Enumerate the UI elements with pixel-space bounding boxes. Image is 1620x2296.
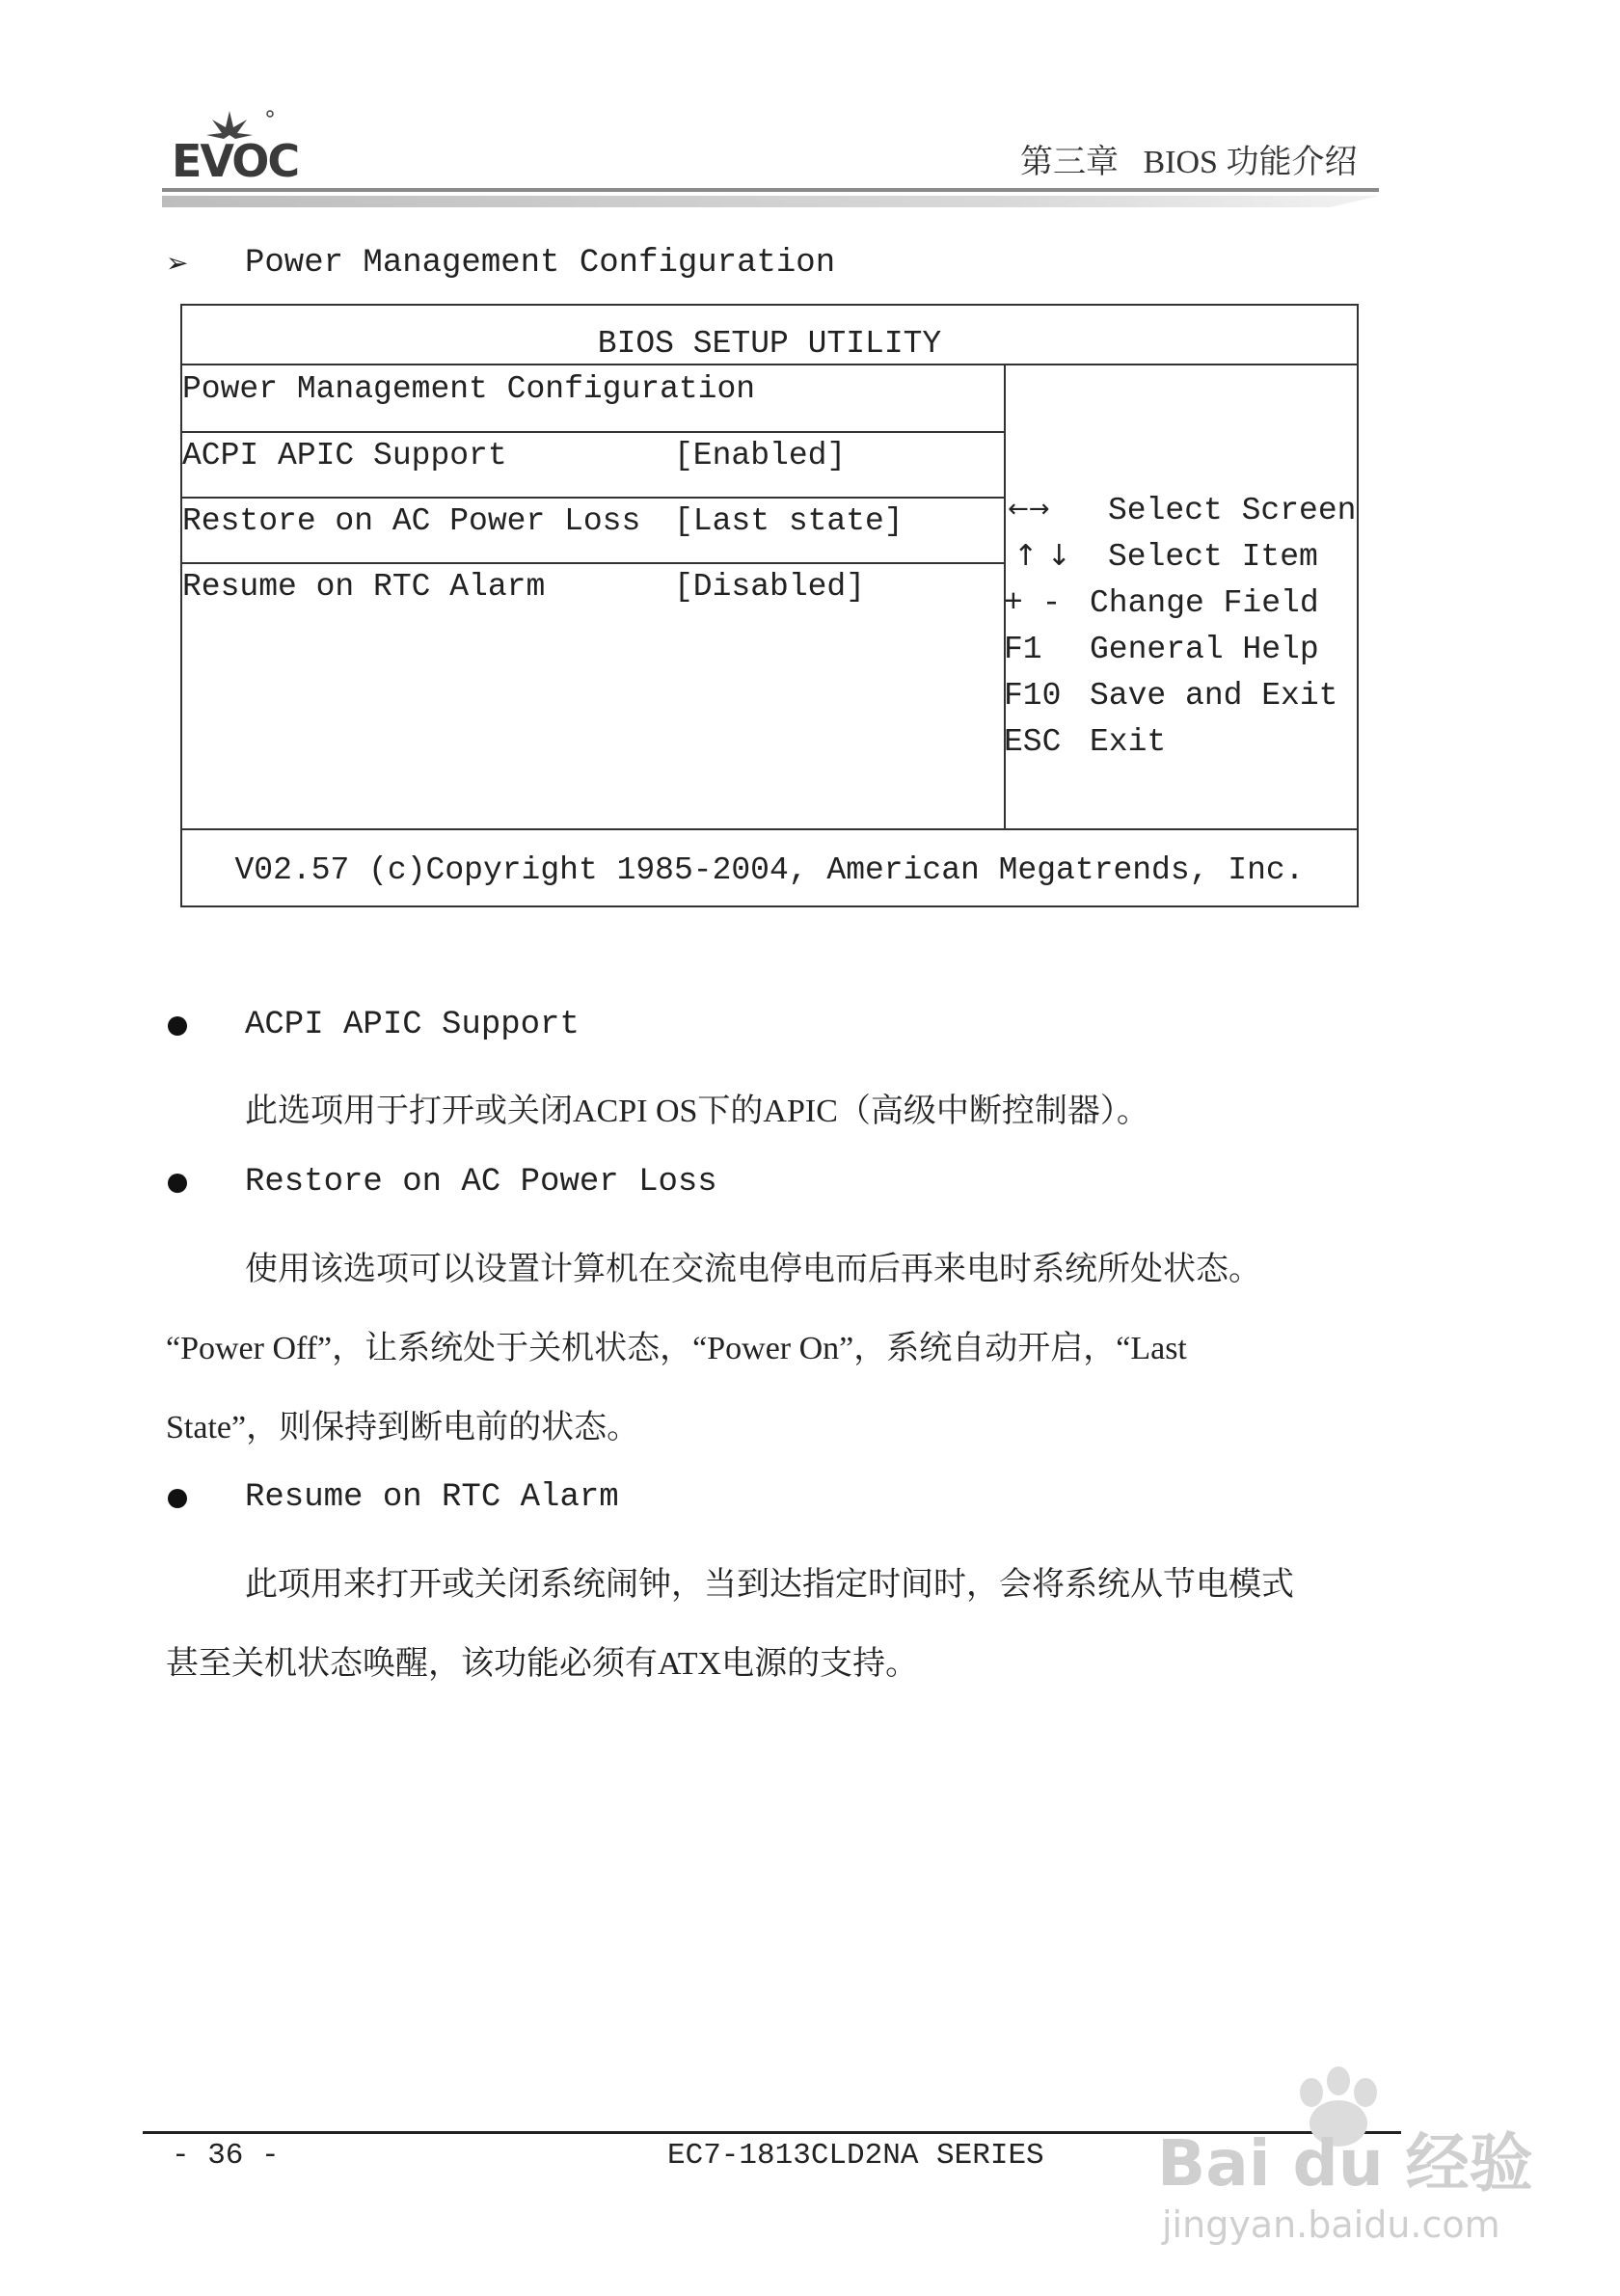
bios-setup-screen: [180, 304, 1359, 907]
chapter-title: 第三章 BIOS 功能介绍: [1020, 145, 1358, 180]
header-rule: [162, 188, 1379, 192]
company-logo: [172, 106, 299, 187]
help-key-arrows-ud-icon: ↑ ↓: [1013, 539, 1071, 573]
help-desc: Change Field: [1090, 585, 1319, 621]
help-key: ESC: [1004, 724, 1062, 760]
desc-line: “Power Off”，让系统处于关机状态，“Power On”，系统自动开启，“Last: [166, 1331, 1187, 1366]
bios-panel-title: Power Management Configuration: [182, 371, 756, 407]
help-key: + -: [1004, 585, 1062, 621]
desc-line: State”，则保持到断电前的状态。: [166, 1410, 640, 1445]
section-marker-icon: ➢: [166, 247, 189, 279]
desc-heading: Resume on RTC Alarm: [245, 1479, 619, 1516]
help-desc: General Help: [1090, 632, 1319, 667]
desc-heading: Restore on AC Power Loss: [245, 1164, 717, 1201]
section-title: Power Management Configuration: [245, 245, 836, 282]
bios-row-divider: [182, 562, 1004, 564]
bios-item-value[interactable]: [Enabled]: [674, 438, 847, 473]
bios-item-label[interactable]: Resume on RTC Alarm: [182, 569, 546, 605]
bullet-icon: [168, 1016, 187, 1036]
help-desc: Save and Exit: [1090, 678, 1338, 714]
logo-text: EVOC: [172, 135, 299, 187]
watermark-url: jingyan.baidu.com: [1162, 2203, 1500, 2246]
help-key-arrows-lr-icon: ←→: [1008, 495, 1050, 524]
bios-row-divider: [182, 431, 1004, 433]
series-name: EC7-1813CLD2NA SERIES: [667, 2139, 1044, 2173]
header-rule-shadow: [162, 196, 1379, 207]
bios-item-value[interactable]: [Disabled]: [674, 569, 866, 605]
help-desc: Select Screen: [1108, 493, 1357, 528]
help-desc: Exit: [1090, 724, 1167, 760]
desc-line: 此选项用于打开或关闭ACPI OS下的APIC（高级中断控制器）。: [245, 1094, 1149, 1129]
help-desc: Select Item: [1108, 539, 1318, 575]
bios-copyright: V02.57 (c)Copyright 1985-2004, American Megatrends, Inc.: [234, 852, 1305, 888]
bios-row-divider: [182, 497, 1004, 499]
page-number: - 36 -: [172, 2139, 280, 2173]
desc-line: 此项用来打开或关闭系统闹钟，当到达指定时间时，会将系统从节电模式: [245, 1567, 1294, 1603]
help-key: F10: [1004, 678, 1062, 714]
bios-item-value[interactable]: [Last state]: [674, 503, 904, 539]
bios-item-label[interactable]: Restore on AC Power Loss: [182, 503, 641, 539]
bullet-icon: [168, 1489, 187, 1508]
watermark-brand: Bai du 经验: [1157, 2126, 1533, 2201]
desc-line: 使用该选项可以设置计算机在交流电停电而后再来电时系统所处状态。: [245, 1252, 1261, 1287]
bullet-icon: [168, 1174, 187, 1193]
desc-line: 甚至关机状态唤醒，该功能必须有ATX电源的支持。: [166, 1646, 919, 1682]
bios-title: BIOS SETUP UTILITY: [182, 306, 1357, 365]
help-key: F1: [1004, 632, 1042, 667]
bios-item-label[interactable]: ACPI APIC Support: [182, 438, 507, 473]
desc-heading: ACPI APIC Support: [245, 1007, 580, 1043]
